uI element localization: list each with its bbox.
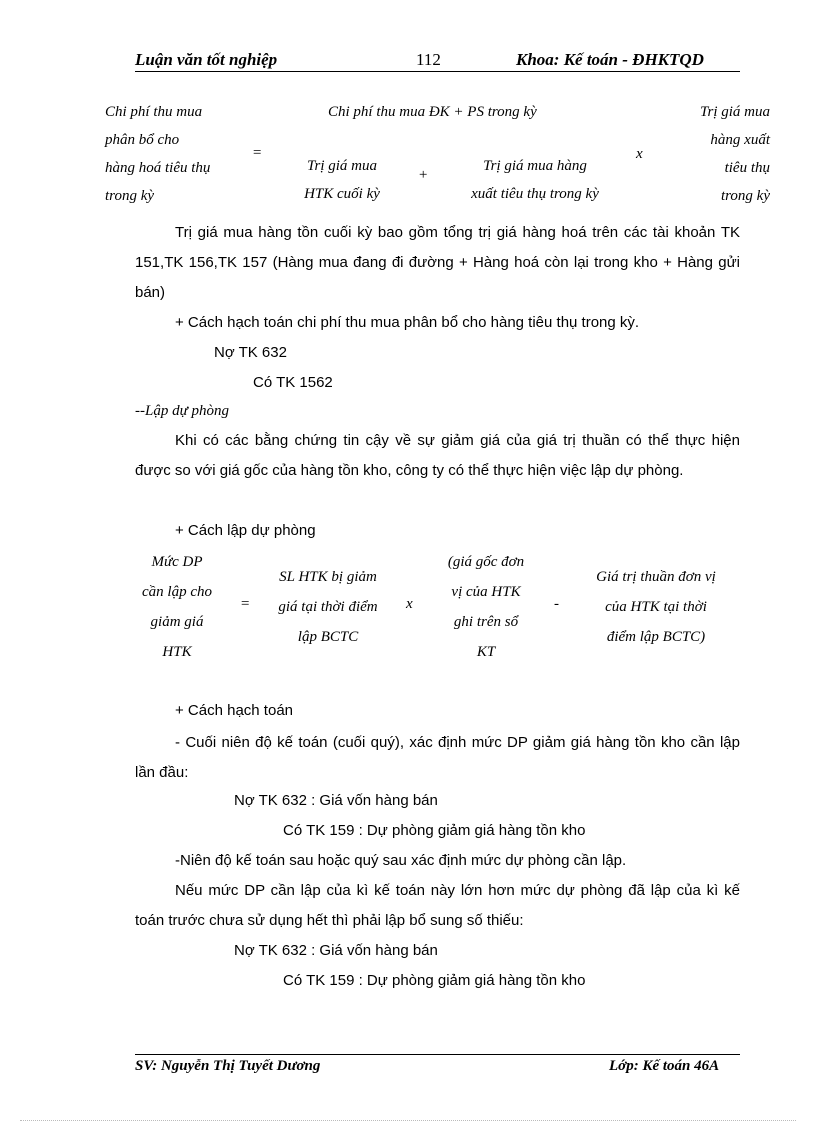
formula1-denominator-a: Trị giá mua HTK cuối kỳ [304, 158, 380, 202]
formula2-term3: Giá trị thuần đơn vị của HTK tại thời điểm lập BCTC) [596, 569, 716, 645]
formula1-times: x [636, 146, 643, 162]
header-rule [135, 71, 740, 72]
entry2-debit: Nợ TK 632 : Giá vốn hàng bán [234, 792, 438, 809]
entry3-debit: Nợ TK 632 : Giá vốn hàng bán [234, 942, 438, 959]
paragraph-accounting: + Cách hạch toán [175, 702, 294, 719]
page-bottom-border [20, 1120, 796, 1121]
entry3-credit: Có TK 159 : Dự phòng giảm giá hàng tồn kho [283, 972, 586, 989]
page-number: 112 [416, 50, 441, 69]
formula1-plus: + [418, 167, 429, 183]
formula2-term2: (giá gốc đơn vị của HTK ghi trên sổ KT [447, 554, 525, 660]
header-thesis-title: Luận văn tốt nghiệp [135, 50, 278, 69]
paragraph-provision-method: + Cách lập dự phòng [175, 522, 316, 539]
formula1-left-term: Chi phí thu mua phân bổ cho hàng hoá tiêu thụ trong kỳ [105, 104, 211, 204]
formula1-right-term: Trị giá mua hàng xuất tiêu thụ trong kỳ [699, 104, 770, 204]
formula2-term1: SL HTK bị giảm giá tại thời điểm lập BCTC [278, 569, 378, 645]
paragraph-next-period: -Niên độ kế toán sau hoặc quý sau xác định mức dự phòng cần lập. [175, 852, 627, 869]
entry1-credit: Có TK 1562 [253, 374, 333, 391]
entry1-debit: Nợ TK 632 [214, 344, 287, 361]
paragraph-additional-provision: Nếu mức DP cần lập của kì kế toán này lớn hơn mức dự phòng đã lập của kì kế toán trước chưa sử dụng hết thì phải lập bổ sung số thiếu: [135, 882, 740, 929]
formula2-times: x [406, 596, 413, 612]
paragraph-inventory-value: Trị giá mua hàng tồn cuối kỳ bao gồm tổng trị giá hàng hoá trên các tài khoản TK 151,TK 156,TK 157 (Hàng mua đang đi đường + Hàng hoá còn lại trong kho + Hàng gửi bán) [135, 224, 740, 301]
formula2-left-term: Mức DP cần lập cho giảm giá HTK [142, 554, 212, 660]
footer-student: SV: Nguyễn Thị Tuyết Dương [135, 1058, 321, 1074]
formula1-denominator-b: Trị giá mua hàng xuất tiêu thụ trong kỳ [471, 158, 599, 202]
formula1-equals: = [252, 145, 263, 161]
footer-rule [135, 1054, 740, 1055]
formula2-equals: = [240, 596, 251, 612]
formula2-minus: - [554, 596, 559, 612]
paragraph-provision-intro: Khi có các bằng chứng tin cậy về sự giảm giá của giá trị thuần có thể thực hiện được so với giá gốc của hàng tồn kho, công ty có thể thực hiện việc lập dự phòng. [135, 432, 740, 479]
footer-class: Lớp: Kế toán 46A [609, 1058, 720, 1074]
formula1-numerator: Chi phí thu mua ĐK + PS trong kỳ [328, 104, 537, 120]
entry2-credit: Có TK 159 : Dự phòng giảm giá hàng tồn kho [283, 822, 586, 839]
section-heading-provision: --Lập dự phòng [135, 403, 230, 419]
paragraph-accounting-method: + Cách hạch toán chi phí thu mua phân bổ cho hàng tiêu thụ trong kỳ. [175, 314, 640, 331]
header-faculty: Khoa: Kế toán - ĐHKTQD [516, 50, 704, 69]
paragraph-year-end: - Cuối niên độ kế toán (cuối quý), xác định mức DP giảm giá hàng tồn kho cần lập lần đầu: [135, 734, 740, 781]
